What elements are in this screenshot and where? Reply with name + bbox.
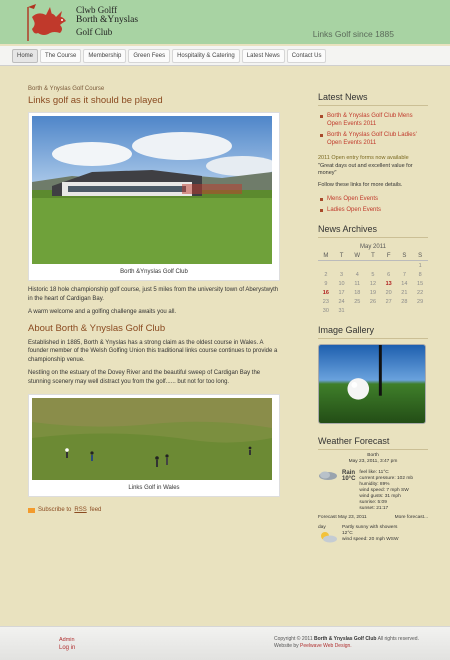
- credit-line: [274, 643, 419, 650]
- entry-forms-text: 2011 Open entry forms now available: [318, 155, 409, 161]
- day-detail: wind speed: 20 mph WSW: [342, 537, 399, 542]
- archive-calendar: [318, 252, 428, 315]
- calendar-day: 19: [369, 289, 377, 296]
- weather-forecast-heading: Weather Forecast: [318, 436, 428, 450]
- calendar-week: [318, 288, 428, 297]
- calendar-day: 18: [354, 289, 361, 296]
- cal-day-wed: W: [349, 252, 365, 261]
- calendar-week: [318, 279, 428, 288]
- calendar-day: 11: [354, 280, 361, 287]
- copyright-rights: All rights reserved.: [377, 636, 419, 642]
- calendar-empty-cell: [365, 306, 381, 315]
- links-photo-caption: Links Golf in Wales: [128, 485, 180, 491]
- calendar-empty-cell: [365, 261, 381, 271]
- links-photo-frame: [28, 394, 280, 497]
- day-forecast: [318, 525, 428, 545]
- site-footer: [0, 626, 450, 660]
- calendar-empty-cell: [397, 306, 413, 315]
- calendar-day: 22: [417, 289, 424, 296]
- page-title: Links golf as it should be played: [28, 95, 163, 106]
- nav-green-fees[interactable]: Green Fees: [128, 49, 170, 63]
- club-name-main: Borth &Ynyslas: [76, 15, 139, 25]
- calendar-day[interactable]: 16: [322, 289, 329, 296]
- club-name-suffix: Golf Club: [76, 27, 113, 37]
- calendar-day: 10: [338, 280, 345, 287]
- calendar-day: 20: [385, 289, 392, 296]
- calendar-day: 31: [338, 307, 345, 314]
- calendar-week: [318, 297, 428, 306]
- weather-detail: wind speed: 7 mph SW: [359, 488, 409, 493]
- cal-day-fri: F: [381, 252, 397, 261]
- calendar-day: 7: [402, 271, 406, 278]
- calendar-empty-cell: [318, 261, 334, 271]
- cal-day-thu: T: [365, 252, 381, 261]
- nav-membership[interactable]: Membership: [83, 49, 126, 63]
- calendar-empty-cell: [397, 261, 413, 271]
- calendar-day: 3: [340, 271, 344, 278]
- calendar-empty-cell: [412, 306, 428, 315]
- calendar-day: 25: [354, 298, 361, 305]
- rss-prefix: Subscribe to: [38, 507, 72, 513]
- calendar-day: 30: [322, 307, 329, 314]
- clubhouse-photo[interactable]: [32, 116, 272, 264]
- login-link[interactable]: Log in: [59, 645, 76, 651]
- calendar-week: [318, 306, 428, 315]
- rss-feed-icon: [28, 508, 35, 513]
- news-archives-heading: News Archives: [318, 224, 428, 238]
- day-forecast-details: [342, 525, 399, 545]
- welcome-paragraph: A warm welcome and a golfing challenge awaits you all.: [28, 309, 177, 315]
- clubhouse-photo-frame: [28, 112, 280, 281]
- calendar-empty-cell: [381, 261, 397, 271]
- site-header: [0, 0, 450, 44]
- ladies-open-events-link[interactable]: Ladies Open Events: [318, 206, 428, 214]
- calendar-week: [318, 270, 428, 279]
- calendar-day: 6: [387, 271, 391, 278]
- calendar-day: 17: [338, 289, 345, 296]
- weather-details: [359, 470, 413, 512]
- calendar-week: [318, 261, 428, 271]
- footer-admin: [59, 636, 75, 652]
- about-heading: About Borth & Ynyslas Golf Club: [28, 322, 166, 334]
- intro-paragraph: Historic 18 hole championship golf course, just 5 miles from the university town of Aberystwyth in the heart of Cardigan Bay.: [28, 287, 279, 302]
- weather-temperature: 10°C: [342, 476, 356, 482]
- website-by: Website by: [274, 643, 299, 649]
- calendar-day: 12: [369, 280, 377, 287]
- day-label: day: [318, 525, 326, 530]
- news-link-mens-open[interactable]: Borth & Ynyslas Golf Club Mens Open Events 2011: [318, 112, 428, 128]
- forecast-header: [318, 515, 428, 520]
- sidebar: [318, 92, 428, 545]
- rss-subscribe: [28, 507, 280, 513]
- calendar-day: 1: [418, 262, 422, 269]
- weather-date: May 23, 2011, 3:47 pm: [348, 459, 398, 464]
- rain-cloud-icon: [318, 470, 338, 482]
- nav-hospitality[interactable]: Hospitality & Catering: [172, 49, 240, 63]
- partly-sunny-icon: [318, 531, 338, 543]
- gallery-golf-ball-image[interactable]: [318, 344, 426, 424]
- weather-detail: humidity: 89%: [359, 482, 390, 487]
- calendar-day: 15: [417, 280, 424, 287]
- weather-condition: Rain: [342, 470, 356, 476]
- calendar-day: 26: [369, 298, 377, 305]
- forecast-label: Forecast May 23, 2011: [318, 515, 367, 520]
- calendar-day: 28: [401, 298, 408, 305]
- main-content: [28, 86, 280, 513]
- calendar-day[interactable]: 13: [385, 280, 392, 287]
- nav-latest-news[interactable]: Latest News: [242, 49, 285, 63]
- day-detail: Partly sunny with showers: [342, 525, 398, 530]
- breadcrumb: Borth & Ynyslas Golf Course: [28, 86, 105, 92]
- calendar-day: 14: [401, 280, 408, 287]
- links-golf-photo[interactable]: [32, 398, 272, 480]
- calendar-day: 8: [418, 271, 422, 278]
- cal-day-tue: T: [334, 252, 350, 261]
- footer-copyright: [274, 636, 419, 650]
- mens-open-events-link[interactable]: Mens Open Events: [318, 195, 428, 203]
- designer-link[interactable]: Peelwave Web Design.: [300, 643, 352, 649]
- rss-link[interactable]: RSS: [74, 507, 87, 513]
- about-paragraph-2: Nestling on the estuary of the Dovey River and the beautiful sweep of Cardigan Bay the stunning scenery may well distract you from the golf...... but not for too long.: [28, 370, 261, 385]
- follow-links-text: Follow these links for more details.: [318, 182, 403, 188]
- calendar-day: 29: [417, 298, 424, 305]
- calendar-day: 23: [322, 298, 329, 305]
- copyright-line: [274, 636, 419, 643]
- more-forecast-link[interactable]: More forecast...: [394, 515, 428, 520]
- latest-news-heading: Latest News: [318, 92, 428, 106]
- calendar-month: May 2011: [360, 244, 386, 250]
- calendar-empty-cell: [349, 261, 365, 271]
- cal-day-sat: S: [397, 252, 413, 261]
- calendar-day: 5: [371, 271, 375, 278]
- current-weather: [318, 470, 428, 512]
- photo-caption: Borth &Ynyslas Golf Club: [120, 269, 188, 275]
- value-quote: "Great days out and excellent value for money": [318, 163, 413, 176]
- nav-the-course[interactable]: The Course: [40, 49, 81, 63]
- calendar-day: 27: [385, 298, 392, 305]
- news-link-ladies-open[interactable]: Borth & Ynyslas Golf Club Ladies' Open Events 2011: [318, 131, 428, 147]
- rss-suffix: feed: [89, 507, 102, 513]
- welsh-dragon-logo-icon[interactable]: [22, 3, 72, 41]
- calendar-day: 24: [338, 298, 345, 305]
- nav-home[interactable]: Home: [12, 49, 38, 63]
- about-paragraph-1: Established in 1885, Borth & Ynyslas has a strong claim as the oldest course in Wales. A founder member of the Welsh Golfing Union this traditional links course continues to provide a championship venue.: [28, 339, 278, 363]
- day-forecast-icon-col: [318, 525, 338, 545]
- site-tagline: Links Golf since 1885: [312, 29, 394, 39]
- cal-day-sun: S: [412, 252, 428, 261]
- current-weather-summary: [342, 470, 355, 512]
- weather-detail: wind gusts: 31 mph: [359, 494, 401, 499]
- day-detail: 12°C: [342, 531, 353, 536]
- calendar-day: 21: [401, 289, 408, 296]
- calendar-empty-cell: [381, 306, 397, 315]
- weather-detail: sunset: 21:17: [359, 506, 389, 511]
- nav-contact-us[interactable]: Contact Us: [287, 49, 327, 63]
- weather-detail: feel like: 11°C: [359, 470, 389, 475]
- calendar-empty-cell: [349, 306, 365, 315]
- calendar-day: 9: [324, 280, 328, 287]
- image-gallery-heading: Image Gallery: [318, 325, 428, 339]
- calendar-day: 4: [355, 271, 359, 278]
- main-navigation: [0, 46, 450, 66]
- cal-day-mon: M: [318, 252, 334, 261]
- calendar-empty-cell: [334, 261, 350, 271]
- weather-detail: sunrise: 5:09: [359, 500, 387, 505]
- calendar-day: 2: [324, 271, 328, 278]
- weather-location: Borth: [367, 453, 379, 458]
- copyright-club-name: Borth & Ynyslas Golf Club: [314, 636, 377, 642]
- copyright-prefix: Copyright © 2011: [274, 636, 313, 642]
- club-name-welsh: Clwb Golff: [76, 5, 118, 15]
- weather-detail: current pressure: 102 mb: [359, 476, 413, 481]
- admin-label: Admin: [59, 637, 75, 643]
